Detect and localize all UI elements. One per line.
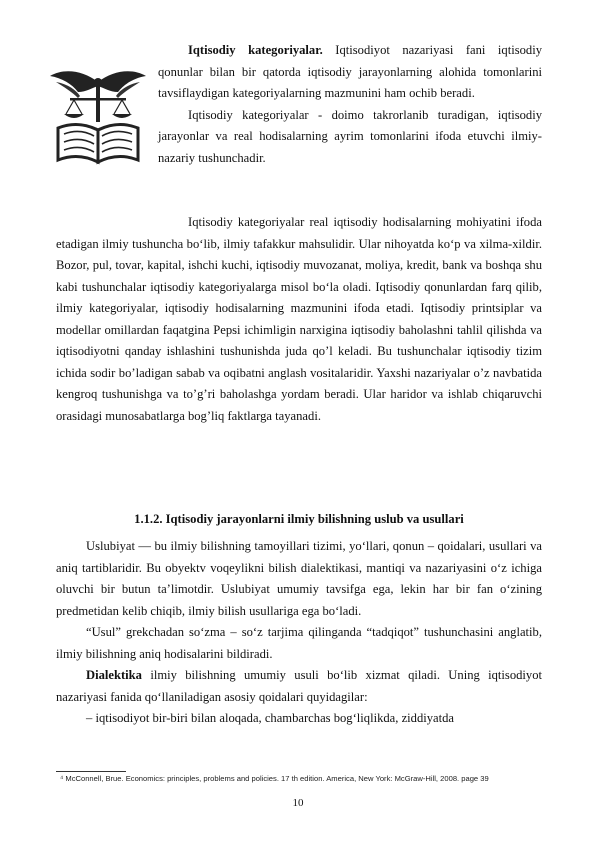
section-heading: 1.1.2. Iqtisodiy jarayonlarni ilmiy bilishning uslub va usullari bbox=[134, 512, 464, 526]
footnote-divider bbox=[56, 771, 126, 772]
intro-paragraph-1 bbox=[158, 40, 542, 105]
section-paragraph-2: “Usul” grekchadan so‘zma – so‘z tarjima qilinganda “tadqiqot” tushunchasini anglatib, ilmiy bilishning aniq hodisalarini bildiradi. bbox=[56, 625, 542, 661]
section-paragraph-1: Uslubiyat — bu ilmiy bilishning tamoyillari tizimi, yo‘llari, qonun – qoidalari, usullari va aniq tartiblaridir. Bu obyektv voqeylikni bilish dialektikasi, mantiqi va nazariyasini o‘z ichiga oluvchi bir butun ta’limotdir. Uslubiyat umumiy tavsifga ega, lekin har bir fan o‘zining predmetidan kelib chiqib, ilmiy bilish usullariga ega bo‘ladi. bbox=[56, 539, 542, 618]
intro-bold-lead: Iqtisodiy kategoriyalar. bbox=[188, 43, 323, 57]
intro-paragraph-2: Iqtisodiy kategoriyalar - doimo takrorlanib turadigan, iqtisodiy jarayonlar va real hodisalarning ayrim tomonlarini ifoda etuvchi ilmiy-nazariy tushunchadir. bbox=[158, 107, 542, 165]
book-scales-logo-icon bbox=[48, 62, 148, 166]
section-paragraph-3-text: ilmiy bilishning umumiy usuli bo‘lib xizmat qiladi. Uning iqtisodiyot nazariyasi fanida qo‘llaniladigan asosiy qoidalari quyidagilar: bbox=[56, 668, 542, 704]
intro-body bbox=[56, 212, 542, 427]
section-body bbox=[56, 536, 542, 730]
intro-top-column bbox=[158, 40, 542, 169]
section-paragraph-3 bbox=[56, 665, 542, 708]
dialektika-term: Dialektika bbox=[86, 668, 142, 682]
footnote: ⁴ McConnell, Brue. Economics: principles, problems and policies. 17 th edition. America, New York: McGraw-Hill, 2008. page 39 bbox=[60, 774, 489, 783]
section-paragraph-4: – iqtisodiyot bir-biri bilan aloqada, chambarchas bog‘liqlikda, ziddiyatda bbox=[86, 711, 455, 725]
intro-paragraph-3: Iqtisodiy kategoriyalar real iqtisodiy hodisalarning mohiyatini ifoda etadigan ilmiy tushuncha bo‘lib, ilmiy tafakkur mahsulidir. Ular nihoyatda ko‘p va xilma-xildir. Bozor, pul, tovar, kapital, ishchi kuchi, iqtisodiy muvozanat, moliya, kredit, bank va boshqa shu kabi tushunchalar iqtisodiy kategoriyalarga misol bo‘la oladi. Iqtisodiy qonunlardan farq qilib, ilmiy kategoriyalar, iqtisodiy hodisalarning mazmunini ifoda etadi. Iqtisodiy printsiplar va modellar omillardan faqatgina Pepsi ichimligin narxigina iqtisodiy baholashni tahlil qilishda va iqtisodiyotni qanday ishlashini tushunishda juda qo’l keladi. Bu tushunchalar iqtisodiy tizim ichida sodir bo’ladigan sabab va oqibatni anglash vositalaridir. Yaxshi nazariyalar o’z navbatida kengroq tushunishga va to’g’ri baholashga yordam beradi. Ular haridor va ishlab chiqaruvchi orasidagi munosabatlarga bog’liq faktlarga tayanadi. bbox=[56, 215, 542, 423]
intro-text-1: Iqtisodiyot nazariyasi fani iqtisodiy qonunlar bilan bir qatorda iqtisodiy jarayonlarning alohida tomonlarini tavsiflaydigan kategoriyalarning mazmunini ham ochib beradi. bbox=[158, 43, 542, 100]
page-number: 10 bbox=[292, 797, 304, 809]
